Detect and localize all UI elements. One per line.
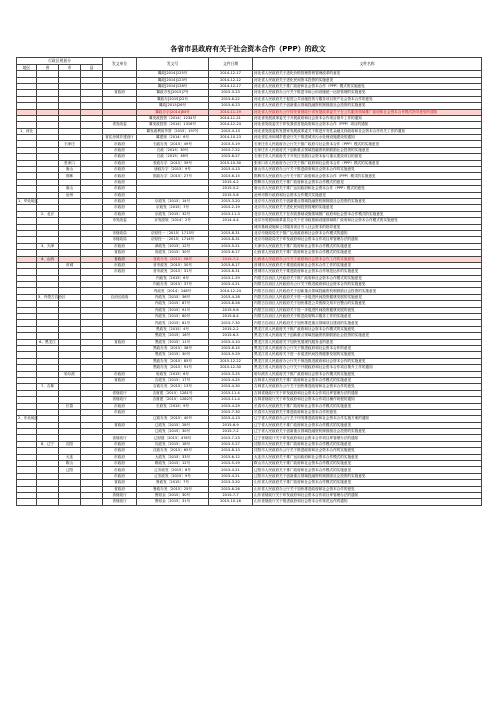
doc-number-cell: 沈政办发〔2015〕65号 [137, 448, 209, 454]
doc-date-cell: 2015-5-27 [209, 441, 253, 447]
doc-date-cell: 2015-5-19 [209, 141, 253, 147]
doc-number-cell: 唐政办字〔2015〕9号 [137, 167, 209, 173]
issuer-cell: 省政府 [103, 250, 137, 256]
doc-number-cell: 京政发〔2015〕14号 [137, 199, 209, 205]
city-cell: 晋城 [59, 262, 81, 268]
issuer-cell: 市政府 [103, 141, 137, 147]
doc-title-cell[interactable]: 石家庄市人民政府关于创新重点领域投融资机制鼓励社会投资的实施意见 [253, 147, 482, 153]
issuer-cell: 市政府 [103, 243, 137, 249]
region-cell: 2、东北地区 [18, 416, 39, 421]
issuer-cell: 市政府 [103, 269, 137, 275]
doc-title-cell[interactable]: 石家庄市人民政府关于开发区发展社会资本参与重点建设项目的意见 [253, 154, 482, 160]
city-cell: 张家口 [59, 160, 81, 166]
doc-title-cell[interactable]: 河北省人民政府关于促进公共设施投资与服务项目资产社会资本合作的意见 [253, 96, 482, 102]
issuer-cell: 省财政厅 [103, 499, 137, 505]
doc-date-cell: 2015-10-30 [209, 160, 253, 166]
doc-title-cell[interactable]: 北京市人民政府关于进化民间投资管理的实施意见 [253, 205, 482, 211]
doc-number-cell: 内政发〔2015〕80号 [137, 314, 209, 320]
doc-number-cell: 辽财债〔2015〕478号 [137, 435, 209, 441]
province-cell: 5、内蒙古自治区 [38, 294, 66, 299]
doc-date-cell: 2015-1-29 [209, 275, 253, 281]
region-cell [17, 499, 37, 505]
doc-title-cell[interactable]: 北京市发展和改革委员会关于在市政基础设施领域推广政府和社会资本合作模式的实施意见 [253, 218, 482, 224]
doc-number-cell: 冀政[2014]125号 [137, 71, 209, 77]
province-cell: 4、山西 [37, 256, 59, 262]
issuer-cell: 市政府 [103, 147, 137, 153]
doc-date-cell: 2015-4-29 [209, 403, 253, 409]
doc-number-cell: 冀政办发[2015]7号 [137, 90, 209, 96]
issuer-cell: 市政府 [103, 454, 137, 460]
doc-title-cell[interactable]: 内蒙古自治区人民政府关于加快推进重点领域项目建设的实施意见 [253, 320, 482, 326]
issuer-cell: 省财政厅 [103, 397, 137, 403]
city-cell: 辽阳 [59, 467, 81, 473]
doc-title-cell[interactable]: 长春市人民政府关于推进政府和社会资本合作的意见 [253, 409, 482, 415]
doc-number-cell: 冀建规〔2014〕6号 [137, 135, 209, 141]
doc-date-cell: 2015-5-19 [209, 461, 253, 467]
issuer-cell: 市政府 [103, 160, 137, 166]
doc-number-cell: 津政发〔2015〕12号 [137, 243, 209, 249]
doc-number-cell: 内政办发〔2015〕37号 [137, 282, 209, 288]
doc-title-cell[interactable]: 辽宁省财政厅关于印发政府和社会资本合作项目库管理办法的通知 [253, 435, 482, 441]
issuer-cell: 市政府 [103, 211, 137, 217]
doc-date-cell: 2015-7-7 [209, 492, 253, 498]
doc-number-cell: 冀政[2014]128号 [137, 83, 209, 89]
issuer-cell: 省政府 [103, 422, 137, 428]
doc-number-cell: 吉财建〔2015〕1281号 [137, 390, 209, 396]
city-cell: 石家庄 [59, 141, 81, 147]
issuer-cell: 市政府 [103, 409, 137, 415]
doc-number-cell: 冀发改投资〔2014〕1316号 [137, 122, 209, 128]
policy-table-sheet [16, 57, 481, 506]
doc-title-cell[interactable]: 城市基础设施和公共服务项目引入社会资本的指导意见 [253, 224, 482, 230]
doc-number-cell: 晋市政发〔2015〕30号 [137, 262, 209, 268]
doc-date-cell: 2015-4-28 [209, 294, 253, 300]
doc-title-cell[interactable]: 沈阳市人民政府办公厅关于推进政府和社会资本合作的实施意见 [253, 448, 482, 454]
issuer-cell: 省政府 [103, 90, 137, 96]
doc-date-cell: 2015-3-20 [209, 199, 253, 205]
doc-number-cell: 内政发〔2015〕81号 [137, 320, 209, 326]
doc-title-cell[interactable]: 黑龙江省人民政府关于创新重点领域投融资机制鼓励社会投资的实施意见 [253, 333, 482, 339]
header-county: 县 [81, 64, 103, 71]
province-cell [37, 499, 59, 505]
doc-title-cell[interactable]: 吉林省财政厅关于印发政府和社会资本合作项目操作规程的通知 [253, 397, 482, 403]
doc-title-cell[interactable]: 石家庄市人民政府办公厅关于推广政府与社会资本合作（PPP）模式的实施意见 [253, 141, 482, 147]
doc-date-cell: 2015-8-31 [209, 237, 253, 243]
issuer-cell: 省政府 [103, 339, 137, 345]
issuer-cell: 市政府 [103, 192, 137, 198]
doc-date-cell: 2015-3-25 [209, 371, 253, 377]
doc-date-cell: 2015-8-17 [209, 262, 253, 268]
doc-number-cell: 石政办发〔2015〕49号 [137, 141, 209, 147]
issuer-cell: 省政府 [103, 480, 137, 486]
doc-number-cell: 京政发〔2015〕32号 [137, 211, 209, 217]
province-cell: 2、北京 [37, 211, 59, 217]
city-cell: 哈尔滨 [59, 371, 81, 377]
issuer-cell: 省政府 [103, 377, 137, 383]
doc-title-cell[interactable]: 邯郸市人民政府办公厅关于推广政府和社会资本合作（PPP）模式的实施意见 [253, 173, 482, 179]
doc-number-cell: 冀政办字[2014]84号 [137, 109, 209, 115]
doc-number-cell: 沈政发〔2015〕18号 [137, 441, 209, 447]
region-cell: 1、华北地区 [18, 199, 39, 204]
doc-date-cell: 2015-6-23 [209, 103, 253, 109]
doc-date-cell: 2015-4-10 [209, 339, 253, 345]
issuer-cell: 市政府 [103, 441, 137, 447]
doc-date-cell: 2015-8-26 [209, 301, 253, 307]
city-cell [59, 499, 81, 505]
doc-number-cell: 长府发〔2015〕9号 [137, 403, 209, 409]
doc-date-cell: 2015-12-22 [209, 358, 253, 364]
doc-number-cell: 鞍政发〔2015〕12号 [137, 461, 209, 467]
doc-date-cell: 2014-12-12 [209, 77, 253, 83]
issuer-cell: 市政府 [103, 473, 137, 479]
doc-number-cell: 黑政办发〔2015〕38号 [137, 345, 209, 351]
issuer-cell: 省发改委 [103, 122, 137, 128]
doc-date-cell: 2014-10-23 [209, 135, 253, 141]
doc-date-cell: 2015-9-8 [209, 307, 253, 313]
doc-number-cell: 邯政办字〔2015〕27号 [137, 173, 209, 179]
doc-number-cell: 辽市政发〔2015〕9号 [137, 473, 209, 479]
header-doc-date: 文件日期 [209, 58, 253, 71]
doc-date-cell: 2015-4-13 [209, 167, 253, 173]
doc-number-cell: 冀政[2015]26号 [137, 103, 209, 109]
doc-title-cell[interactable]: 内蒙古自治区人民政府关于推广政府和社会资本合作模式的实施意见 [253, 275, 482, 281]
doc-title-cell[interactable]: 天津市人民政府关于推广政府和社会资本合作模式的实施意见 [253, 243, 482, 249]
doc-title-cell[interactable]: 吉林省人民政府办公厅关于加快推进政府和社会资本合作的意见 [253, 384, 482, 390]
doc-title-cell[interactable]: 山东省人民政府办公厅关于加快推进政府和社会资本合作的意见 [253, 486, 482, 492]
table-row [17, 499, 482, 505]
doc-title-cell[interactable]: 长春市人民政府关于推广政府和社会资本合作模式的实施意见 [253, 403, 482, 409]
issuer-cell: 市政府 [103, 461, 137, 467]
doc-title-cell[interactable]: 吉林省人民政府关于推广政府和社会资本合作模式的实施意见 [253, 377, 482, 383]
doc-title-cell[interactable]: 山西省人民政府关于推广政府和社会资本合作模式的实施意见 [253, 250, 482, 256]
doc-title-cell[interactable]: 北京市财政局关于印发政府和社会资本合作项目库管理办法的通知 [253, 237, 482, 243]
issuer-cell: 市政府 [103, 262, 137, 268]
doc-number-cell: 鲁财金〔2015〕30号 [137, 492, 209, 498]
doc-date-cell: 2015-8-13 [209, 448, 253, 454]
doc-date-cell: 2015-4-13 [209, 128, 253, 134]
doc-number-cell: 冀政[2014]123号 [137, 77, 209, 83]
doc-title-cell[interactable]: 内蒙古自治区人民政府关于加快推进公共资源交易平台整合的实施意见 [253, 301, 482, 307]
issuer-cell: 市政府 [103, 179, 137, 185]
doc-title-cell[interactable]: 河北省住房和城乡建设厅关于推进城市污水处理设施建设的通知 [253, 135, 482, 141]
doc-date-cell: 2015-4-21 [209, 473, 253, 479]
doc-number-cell: 内政发〔2014〕148号 [137, 288, 209, 294]
doc-title-cell[interactable]: 哈尔滨市人民政府关于推广政府和社会资本合作模式的实施意见 [253, 371, 482, 377]
doc-number-cell: 冀政办[2015]22号 [137, 96, 209, 102]
doc-number-cell: 京发改规〔2014〕2号 [137, 218, 209, 224]
doc-date-cell: 2014-12-24 [209, 122, 253, 128]
doc-number-cell: 大政发〔2015〕33号 [137, 454, 209, 460]
doc-number-cell: 冀发改利用外资〔2015〕197号 [137, 128, 209, 134]
doc-number-cell: 京财经一〔2015〕1713号 [137, 230, 209, 236]
doc-number-cell: 晋市政发〔2015〕31号 [137, 269, 209, 275]
city-cell: 鞍山 [59, 461, 81, 467]
doc-number-cell: 黑政发〔2015〕16号 [137, 333, 209, 339]
doc-number-cell: 黑政办发〔2015〕85号 [137, 358, 209, 364]
issuer-cell: 市政府 [103, 167, 137, 173]
doc-date-cell: 2014-12-17 [209, 71, 253, 77]
doc-title-cell[interactable]: 河北省发展改革委关于开展政府和社会资本合作项目推介工作的通知 [253, 115, 482, 121]
issuer-cell: 市政府 [103, 154, 137, 160]
doc-date-cell: 2015-5-21 [209, 243, 253, 249]
issuer-cell: 省财政厅 [103, 390, 137, 396]
issuer-cell: 市政府 [103, 199, 137, 205]
doc-date-cell: 2015-11-4 [209, 397, 253, 403]
doc-title-cell[interactable]: 黑龙江省人民政府办公厅关于推进政府和社会资本合作的意见 [253, 345, 482, 351]
doc-number-cell: 辽政发〔2015〕28号 [137, 422, 209, 428]
doc-date-cell: 2015-7-22 [209, 147, 253, 153]
doc-title-cell[interactable]: 山西省人民政府办公厅关于政府和社会资本合作工作的实施意见 [253, 256, 482, 262]
issuer-cell: 自治区政府 [103, 294, 137, 300]
doc-title-cell[interactable]: 辽宁省人民政府办公厅关于印发推进政府和社会资本合作实施方案的通知 [253, 416, 482, 422]
doc-number-cell: 吉政发〔2015〕17号 [137, 377, 209, 383]
page-title: 各省市县政府有关于社会资本合作（PPP）的政文 [170, 45, 326, 53]
doc-title-cell[interactable]: 山东省财政厅关于推进政府和社会资本合作规范运作的通知 [253, 499, 482, 505]
doc-number-cell: 黑政发〔2015〕11号 [137, 339, 209, 345]
doc-title-cell[interactable]: 辽阳市人民政府关于推广政府和社会资本合作模式的实施意见 [253, 467, 482, 473]
doc-title-cell[interactable]: 内蒙古自治区人民政府办公厅关于推进政府和社会资本合作的实施意见 [253, 282, 482, 288]
doc-date-cell: 2015-4-13 [209, 416, 253, 422]
city-cell: 唐山 [59, 167, 81, 173]
doc-number-cell: 鲁政办发〔2015〕25号 [137, 486, 209, 492]
doc-date-cell: 2015-11-3 [209, 211, 253, 217]
doc-title-cell[interactable]: 河北省人民政府办公厅关于推进市场公用设施统一运营管理的实施意见 [253, 90, 482, 96]
doc-date-cell: 2015-6-9 [209, 422, 253, 428]
doc-number-cell: 黑政发〔2015〕4号 [137, 326, 209, 332]
doc-date-cell: 2015-7-2 [209, 256, 253, 262]
doc-title-cell[interactable]: 鞍山市人民政府关于推广政府和社会资本合作模式的实施意见 [253, 461, 482, 467]
doc-title-cell[interactable]: 内蒙古自治区人民政府关于推进政府购买服务工作的实施意见 [253, 314, 482, 320]
doc-title-cell[interactable]: 黑龙江省人民政府关于加快发展现代服务业的意见 [253, 339, 482, 345]
doc-date-cell: 2015-6-12 [209, 454, 253, 460]
doc-number-cell: 京政发〔2015〕7号 [137, 205, 209, 211]
county-cell [81, 499, 103, 505]
doc-title-cell[interactable]: 吉林省财政厅关于印发政府和社会资本合作项目库管理办法的通知 [253, 390, 482, 396]
doc-date-cell: 2015-4-2 [209, 179, 253, 185]
doc-date-cell: 2015-12-30 [209, 365, 253, 371]
doc-date-cell: 2015-5-6 [209, 192, 253, 198]
doc-date-cell: 2015-6-5 [209, 333, 253, 339]
doc-number-cell: 内政发〔2015〕91号 [137, 307, 209, 313]
header-doc-number: 发文号 [137, 58, 209, 71]
doc-date-cell: 2015-6-15 [209, 173, 253, 179]
issuer-cell: 市政府 [103, 371, 137, 377]
issuer-cell: 市政府 [103, 173, 137, 179]
doc-date-cell: 2015-6-26 [209, 486, 253, 492]
doc-title-cell[interactable]: 辽宁省人民政府关于推广政府和社会资本合作模式的实施意见 [253, 422, 482, 428]
doc-date-cell: 2015-6-22 [209, 96, 253, 102]
city-cell: 长春 [59, 403, 81, 409]
doc-date-cell: 2015-4-21 [209, 282, 253, 288]
issuer-cell: 市政府 [103, 448, 137, 454]
doc-date-cell: 2015-8-31 [209, 230, 253, 236]
issuer-cell: 市政府 [103, 467, 137, 473]
doc-title-cell[interactable]: 唐山市人民政府关于推广运用政府和社会资本合作（PPP）模式的意见 [253, 186, 482, 192]
province-cell: 3、天津 [37, 243, 59, 249]
doc-title-cell[interactable]: 内蒙古自治区人民政府关于进一步促进民间投资健康发展的实施意见 [253, 294, 482, 300]
header-city: 市 [59, 64, 81, 71]
doc-title-cell[interactable]: 北京市人民政府关于在市政基础设施领域推广政府和社会资本合作模式的实施意见 [253, 211, 482, 217]
doc-title-cell[interactable]: 沈阳市人民政府关于推广政府和社会资本合作模式的实施意见 [253, 441, 482, 447]
province-cell: 7、吉林 [37, 384, 59, 390]
doc-number-cell: 张政办字〔2015〕39号 [137, 160, 209, 166]
doc-date-cell: 2014-11-19 [209, 109, 253, 115]
doc-date-cell: 2015-5-2 [209, 186, 253, 192]
doc-date-cell: 2015-7-23 [209, 435, 253, 441]
doc-number-cell: 内政发〔2015〕6号 [137, 275, 209, 281]
doc-date-cell: 2015-7-30 [209, 409, 253, 415]
doc-date-cell: 2015-4-21 [209, 467, 253, 473]
doc-number-cell: 冀发改投资〔2014〕1234号 [137, 115, 209, 121]
issuer-cell: 市政府 [103, 186, 137, 192]
doc-number-cell: 黑政办发〔2015〕91号 [137, 365, 209, 371]
doc-date-cell: 2015-3-23 [209, 90, 253, 96]
doc-title-cell[interactable]: 河北省发改委关于印发我省首批政府和社会资本合作（PPP）项目的通知 [253, 122, 482, 128]
doc-title-cell[interactable]: 张家口市人民政府办公厅关于推广政府和社会资本合作（PPP）模式的实施意见 [253, 160, 482, 166]
doc-title-cell[interactable]: 河北省发改委转发国家发展改革委关于推进开发性金融支持政府和社会资本合作有关工作的通知 [253, 128, 482, 134]
doc-number-cell: 内政发〔2015〕87号 [137, 301, 209, 307]
doc-title-cell[interactable]: 河北省人民政府关于进化民间资本投资的实施意见 [253, 77, 482, 83]
header-province: 省 [37, 64, 59, 71]
issuer-cell: 市财政局 [103, 237, 137, 243]
doc-title-cell[interactable]: 邯郸市人民政府关于推广政府和社会资本合作模式的意见 [253, 179, 482, 185]
doc-title-cell[interactable]: 黑龙江省人民政府关于进一步促进民间投资健康发展的实施意见 [253, 352, 482, 358]
doc-date-cell: 2015-2-19 [209, 205, 253, 211]
issuer-cell: 省财政厅 [103, 492, 137, 498]
issuer-cell: 市政府 [103, 205, 137, 211]
doc-date-cell: 2015-4-30 [209, 384, 253, 390]
doc-date-cell: 2015-2-2 [209, 326, 253, 332]
doc-title-cell[interactable]: 河北省人民政府关于进化价格管理资格管理改革的意见 [253, 71, 482, 77]
doc-title-cell[interactable]: 晋城市人民政府关于推进政府和社会资本合作规范运作的实施意见 [253, 269, 482, 275]
city-cell: 大连 [59, 454, 81, 460]
doc-title-cell[interactable]: 黑龙江省人民政府办公厅关于开展政府和社会资本合作项目推介工作的通知 [253, 365, 482, 371]
doc-number-cell: 晋政办发〔2015〕58号 [137, 256, 209, 262]
header-area: 地区 [17, 64, 37, 71]
doc-title-cell[interactable]: 唐山市人民政府办公厅关于推进政府和社会资本合作的实施意见 [253, 167, 482, 173]
doc-number-cell: 吉政办发〔2015〕13号 [137, 384, 209, 390]
doc-title-cell[interactable]: 黑龙江省人民政府办公厅关于规范推进政府和社会资本合作的实施意见 [253, 358, 482, 364]
region-cell: 1、河北 [17, 128, 37, 134]
doc-title-cell[interactable]: 沧州市推行政府和社会资本合作模式实施意见 [253, 192, 482, 198]
city-cell: 邯郸 [59, 173, 81, 179]
doc-date-cell: 2015-10-16 [209, 499, 253, 505]
doc-number-cell: 内政发〔2015〕36号 [137, 294, 209, 300]
doc-title-cell[interactable]: 河北省人民政府关于创新重点领域投融资机制鼓励社会投资的实施意见 [253, 103, 482, 109]
doc-number-cell: 哈政发〔2015〕6号 [137, 371, 209, 377]
issuer-cell: 市发改委 [103, 218, 137, 224]
doc-number-cell: 石政〔2015〕38号 [137, 154, 209, 160]
header-doc-title: 文件名称 [253, 58, 482, 71]
issuer-cell: 市政府 [103, 403, 137, 409]
doc-title-cell[interactable]: 北京市财政局关于推广运用政府和社会资本合作模式的通知 [253, 230, 482, 236]
doc-title-cell[interactable]: 河北省人民政府办公厅转发省财政厅省发展改革委关于在公共服务领域推广政府和社会资本合作模式指导意见的通知 [253, 109, 482, 115]
doc-number-cell: 鲁政发〔2015〕7号 [137, 480, 209, 486]
city-cell: 唐山 [59, 186, 81, 192]
doc-title-cell[interactable]: 内蒙古自治区人民政府关于创新重点领域投融资机制鼓励社会投资的实施意见 [253, 288, 482, 294]
doc-date-cell: 2015-8-27 [209, 154, 253, 160]
header-region-group: 行政区规划分 [17, 58, 103, 65]
doc-date-cell: 2015-3-20 [209, 480, 253, 486]
doc-number-cell: 辽市政发〔2015〕8号 [137, 467, 209, 473]
issuer-cell: 省住房城乡建设厅 [103, 135, 137, 141]
doc-date-cell: 2015-7-30 [209, 320, 253, 326]
issuer-cell: 省政府 [103, 486, 137, 492]
header-issuer: 发文单位 [103, 58, 137, 71]
doc-date-cell: 2015-9-29 [209, 352, 253, 358]
doc-date-cell: 2015-11-4 [209, 390, 253, 396]
doc-title-cell[interactable]: 北京市人民政府关于创新重点领域投融资机制鼓励社会投资的实施意见 [253, 199, 482, 205]
doc-number-cell: 晋政发〔2015〕30号 [137, 250, 209, 256]
doc-number-cell: 辽政办发〔2015〕40号 [137, 416, 209, 422]
doc-title-cell[interactable]: 河北省人民政府关于推广政府和社会资本合作（PPP）模式的实施意见 [253, 83, 482, 89]
province-cell: 8、辽宁 [37, 441, 59, 447]
doc-date-cell: 2015-8-4 [209, 314, 253, 320]
doc-date-cell: 2014-12-24 [209, 288, 253, 294]
issuer-cell: 市财政局 [103, 230, 137, 236]
policy-table [16, 57, 482, 506]
doc-number-cell: 京财经一〔2015〕1714号 [137, 237, 209, 243]
province-cell: 6、黑龙江 [37, 339, 59, 345]
doc-number-cell: 石政〔2015〕30号 [137, 147, 209, 153]
city-cell: 沈阳 [59, 441, 81, 447]
doc-title-cell[interactable]: 山东省人民政府关于推广政府和社会资本合作模式的实施意见 [253, 480, 482, 486]
doc-date-cell: 2014-4-4 [209, 218, 253, 224]
doc-number-cell: 黑政发〔2015〕30号 [137, 352, 209, 358]
doc-date-cell: 2015-4-25 [209, 377, 253, 383]
doc-title-cell[interactable]: 大连市人民政府关于推广运用政府和社会资本合作模式的实施意见 [253, 454, 482, 460]
issuer-cell: 省财政厅 [103, 435, 137, 441]
doc-title-cell[interactable]: 晋城市人民政府关于推进政府和社会资本合作工作的实施意见 [253, 262, 482, 268]
doc-title-cell[interactable]: 内蒙古自治区人民政府关于进一步促进民间投资健康发展的意见 [253, 307, 482, 313]
doc-number-cell: 吉财建〔2015〕1282号 [137, 397, 209, 403]
doc-date-cell: 2015-6-15 [209, 345, 253, 351]
header-row-1 [17, 58, 482, 65]
doc-title-cell[interactable]: 辽宁省人民政府关于创新重点领域投融资机制鼓励社会投资的实施意见 [253, 429, 482, 435]
doc-title-cell[interactable]: 辽阳市人民政府关于创新重点领域投融资机制鼓励社会投资的实施意见 [253, 473, 482, 479]
doc-date-cell: 2015-8-31 [209, 269, 253, 275]
doc-date-cell: 2015-6-17 [209, 250, 253, 256]
city-cell: 沧州 [59, 192, 81, 198]
issuer-cell: 省政府 [103, 256, 137, 262]
doc-number-cell: 鲁财金〔2015〕31号 [137, 499, 209, 505]
doc-date-cell: 2014-12-17 [209, 83, 253, 89]
doc-title-cell[interactable]: 山东省财政厅关于印发政府和社会资本合作项目库管理办法的通知 [253, 492, 482, 498]
doc-title-cell[interactable]: 黑龙江省人民政府关于推广政府和社会资本合作模式的实施意见 [253, 326, 482, 332]
doc-date-cell: 2015-7-2 [209, 429, 253, 435]
doc-number-cell: 辽政发〔2015〕30号 [137, 429, 209, 435]
doc-date-cell: 2014-11-21 [209, 115, 253, 121]
